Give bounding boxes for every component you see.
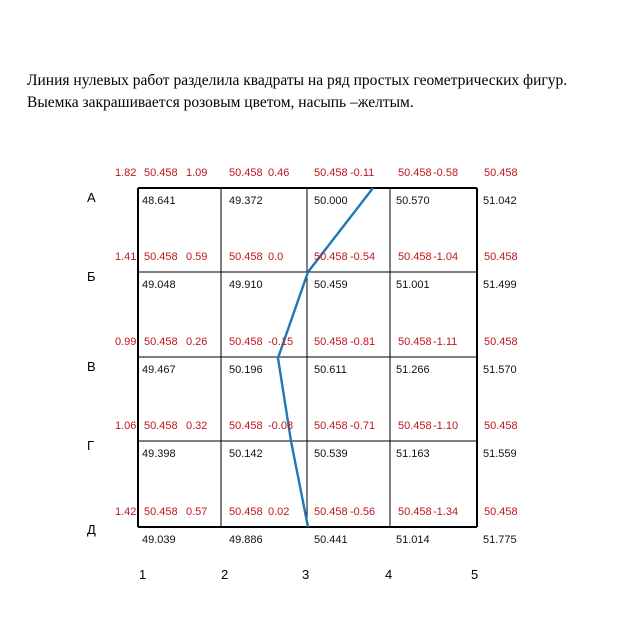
design-mark: 50.458 — [144, 420, 178, 432]
work-mark: 1.41 — [115, 251, 137, 263]
elevation-mark: 50.611 — [314, 364, 347, 376]
elevation-mark: 49.467 — [142, 364, 176, 376]
elevation-mark: 49.048 — [142, 279, 176, 291]
design-mark: 50.458 — [144, 336, 178, 348]
elevation-mark: 51.001 — [396, 279, 430, 291]
work-mark: -0.56 — [350, 506, 376, 518]
work-mark: 0.59 — [186, 251, 208, 263]
design-mark: 50.458 — [229, 251, 263, 263]
work-mark: -0.15 — [268, 336, 294, 348]
design-mark: 50.458 — [314, 506, 348, 518]
work-mark: 0.26 — [186, 336, 208, 348]
design-mark: 50.458 — [314, 167, 348, 179]
design-mark: 50.458 — [144, 506, 178, 518]
row-label: Б — [87, 269, 96, 284]
design-mark: 50.458 — [398, 251, 432, 263]
design-mark: 50.458 — [229, 167, 263, 179]
elevation-mark: 51.499 — [483, 279, 517, 291]
work-mark: -1.04 — [433, 251, 459, 263]
grid-labels — [87, 167, 518, 582]
intro-text: Линия нулевых работ разделила квадраты на ряд простых геометрических фигур. Выемка закрашивается розовым цветом, насыпь –желтым. — [27, 72, 568, 111]
design-mark: 50.458 — [314, 251, 348, 263]
elevation-mark: 51.042 — [483, 195, 517, 207]
design-mark: 50.458 — [398, 506, 432, 518]
row-label: Д — [87, 522, 96, 537]
work-mark: 0.46 — [268, 167, 290, 179]
elevation-mark: 50.196 — [229, 364, 263, 376]
elevation-mark: 51.014 — [396, 534, 430, 546]
work-mark: -0.81 — [350, 336, 376, 348]
column-label: 3 — [302, 567, 310, 582]
work-mark: -0.58 — [433, 167, 459, 179]
design-mark: 50.458 — [398, 336, 432, 348]
work-mark: 1.06 — [115, 420, 137, 432]
design-mark: 50.458 — [484, 420, 518, 432]
work-mark: 0.0 — [268, 251, 284, 263]
elevation-mark: 49.886 — [229, 534, 263, 546]
design-mark: 50.458 — [229, 506, 263, 518]
design-mark: 50.458 — [484, 506, 518, 518]
design-mark: 50.458 — [144, 167, 178, 179]
row-label: Г — [87, 438, 95, 453]
work-mark: -1.34 — [433, 506, 459, 518]
design-mark: 50.458 — [484, 336, 518, 348]
column-label: 4 — [385, 567, 393, 582]
design-mark: 50.458 — [314, 336, 348, 348]
work-mark: 1.42 — [115, 506, 137, 518]
column-label: 1 — [139, 567, 147, 582]
work-mark: 0.99 — [115, 336, 137, 348]
elevation-mark: 50.570 — [396, 195, 430, 207]
work-mark: -0.54 — [350, 251, 376, 263]
elevation-mark: 48.641 — [142, 195, 176, 207]
work-mark: -0.08 — [268, 420, 294, 432]
work-mark: 1.82 — [115, 167, 137, 179]
grid-lines — [138, 188, 477, 527]
design-mark: 50.458 — [484, 251, 518, 263]
elevation-mark: 51.570 — [483, 364, 517, 376]
work-mark: -0.71 — [350, 420, 376, 432]
work-mark: 0.02 — [268, 506, 290, 518]
work-mark: 1.09 — [186, 167, 208, 179]
work-mark: -1.10 — [433, 420, 459, 432]
column-label: 5 — [471, 567, 479, 582]
elevation-mark: 51.163 — [396, 448, 430, 460]
elevation-mark: 49.372 — [229, 195, 263, 207]
elevation-mark: 50.459 — [314, 279, 348, 291]
work-mark: 0.57 — [186, 506, 208, 518]
elevation-mark: 50.000 — [314, 195, 348, 207]
work-mark: -0.11 — [350, 167, 375, 179]
design-mark: 50.458 — [314, 420, 348, 432]
work-mark: 0.32 — [186, 420, 208, 432]
elevation-mark: 51.266 — [396, 364, 430, 376]
elevation-mark: 50.441 — [314, 534, 348, 546]
elevation-mark: 49.039 — [142, 534, 176, 546]
design-mark: 50.458 — [229, 420, 263, 432]
row-label: В — [87, 359, 96, 374]
column-label: 2 — [221, 567, 229, 582]
elevation-mark: 51.559 — [483, 448, 517, 460]
elevation-mark: 50.539 — [314, 448, 348, 460]
elevation-mark: 49.398 — [142, 448, 176, 460]
design-mark: 50.458 — [398, 167, 432, 179]
row-label: А — [87, 190, 96, 205]
elevation-mark: 49.910 — [229, 279, 263, 291]
elevation-mark: 51.775 — [483, 534, 517, 546]
design-mark: 50.458 — [398, 420, 432, 432]
work-mark: -1.11 — [433, 336, 458, 348]
design-mark: 50.458 — [484, 167, 518, 179]
elevation-mark: 50.142 — [229, 448, 263, 460]
design-mark: 50.458 — [229, 336, 263, 348]
design-mark: 50.458 — [144, 251, 178, 263]
